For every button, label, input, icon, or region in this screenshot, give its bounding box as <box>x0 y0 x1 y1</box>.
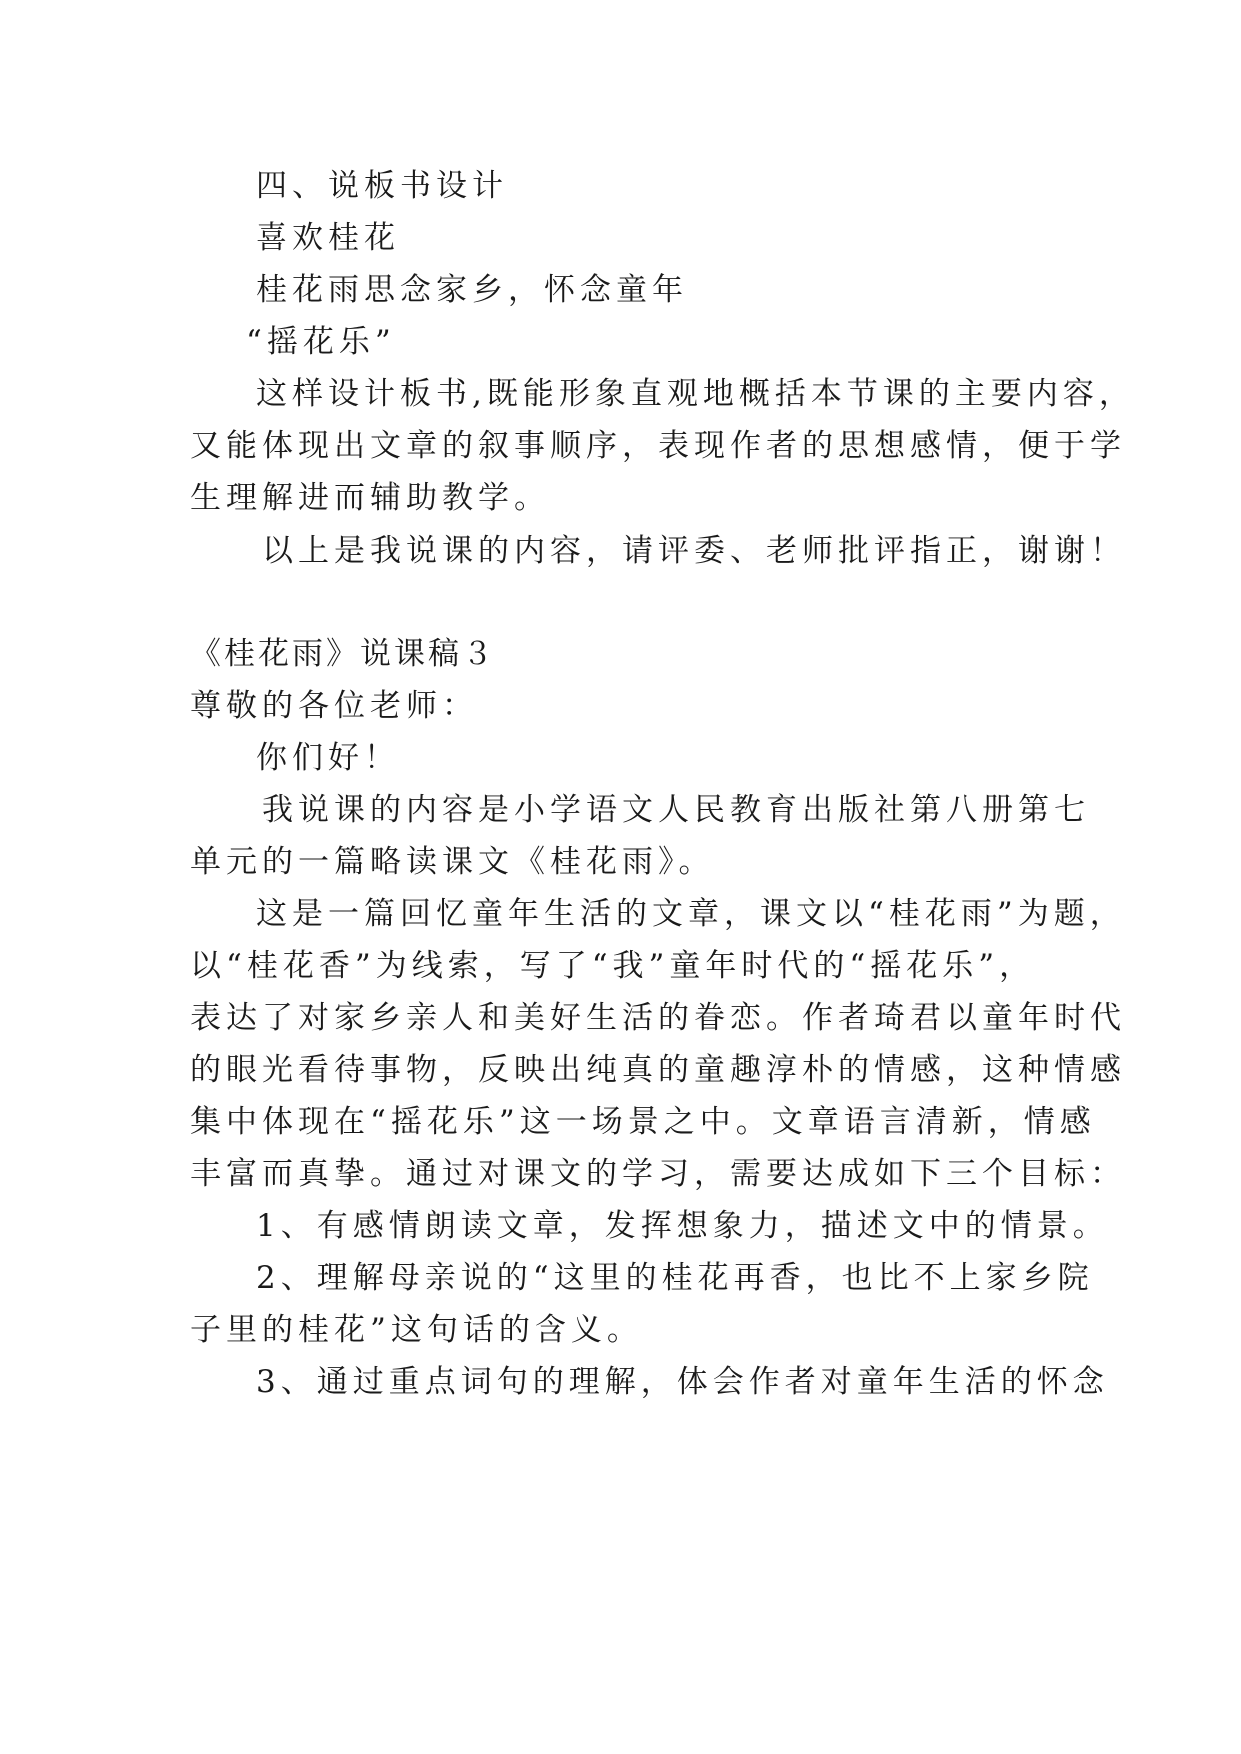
paragraph-line: 集中体现在“摇花乐”这一场景之中。文章语言清新，情感 <box>190 1104 1096 1140</box>
paragraph-line: 这样设计板书,既能形象直观地概括本节课的主要内容， <box>256 376 1135 412</box>
paragraph-line: 丰富而真挚。通过对课文的学习，需要达成如下三个目标： <box>190 1156 1126 1192</box>
paragraph-line: 表达了对家乡亲人和美好生活的眷恋。作者琦君以童年时代 <box>190 1000 1126 1036</box>
paragraph-line: 这是一篇回忆童年生活的文章，课文以“桂花雨”为题， <box>256 896 1126 932</box>
document-title: 《桂花雨》说课稿３ <box>190 636 496 672</box>
paragraph-line: 又能体现出文章的叙事顺序，表现作者的思想感情，便于学 <box>190 428 1126 464</box>
board-line: 桂花雨思念家乡，怀念童年 <box>256 272 688 308</box>
paragraph-line: 生理解进而辅助教学。 <box>190 480 550 516</box>
section-heading: 四、说板书设计 <box>256 168 508 204</box>
goal-item-continuation: 子里的桂花”这句话的含义。 <box>190 1312 643 1348</box>
board-line: “摇花乐” <box>246 324 396 360</box>
greeting: 你们好！ <box>256 740 400 776</box>
paragraph-line: 的眼光看待事物，反映出纯真的童趣淳朴的情感，这种情感 <box>190 1052 1126 1088</box>
goal-item: 1、有感情朗读文章，发挥想象力，描述文中的情景。 <box>256 1208 1109 1244</box>
paragraph-line: 单元的一篇略读课文《桂花雨》。 <box>190 844 715 880</box>
paragraph-line: 以“桂花香”为线索，写了“我”童年时代的“摇花乐”， <box>190 948 1036 984</box>
closing-line: 以上是我说课的内容，请评委、老师批评指正，谢谢！ <box>262 533 1126 569</box>
paragraph-line: 我说课的内容是小学语文人民教育出版社第八册第七 <box>262 792 1090 828</box>
goal-item: 3、通过重点词句的理解，体会作者对童年生活的怀念 <box>256 1364 1109 1400</box>
salutation: 尊敬的各位老师： <box>190 688 478 724</box>
goal-item: 2、理解母亲说的“这里的桂花再香，也比不上家乡院 <box>256 1260 1094 1296</box>
board-line: 喜欢桂花 <box>256 220 400 256</box>
